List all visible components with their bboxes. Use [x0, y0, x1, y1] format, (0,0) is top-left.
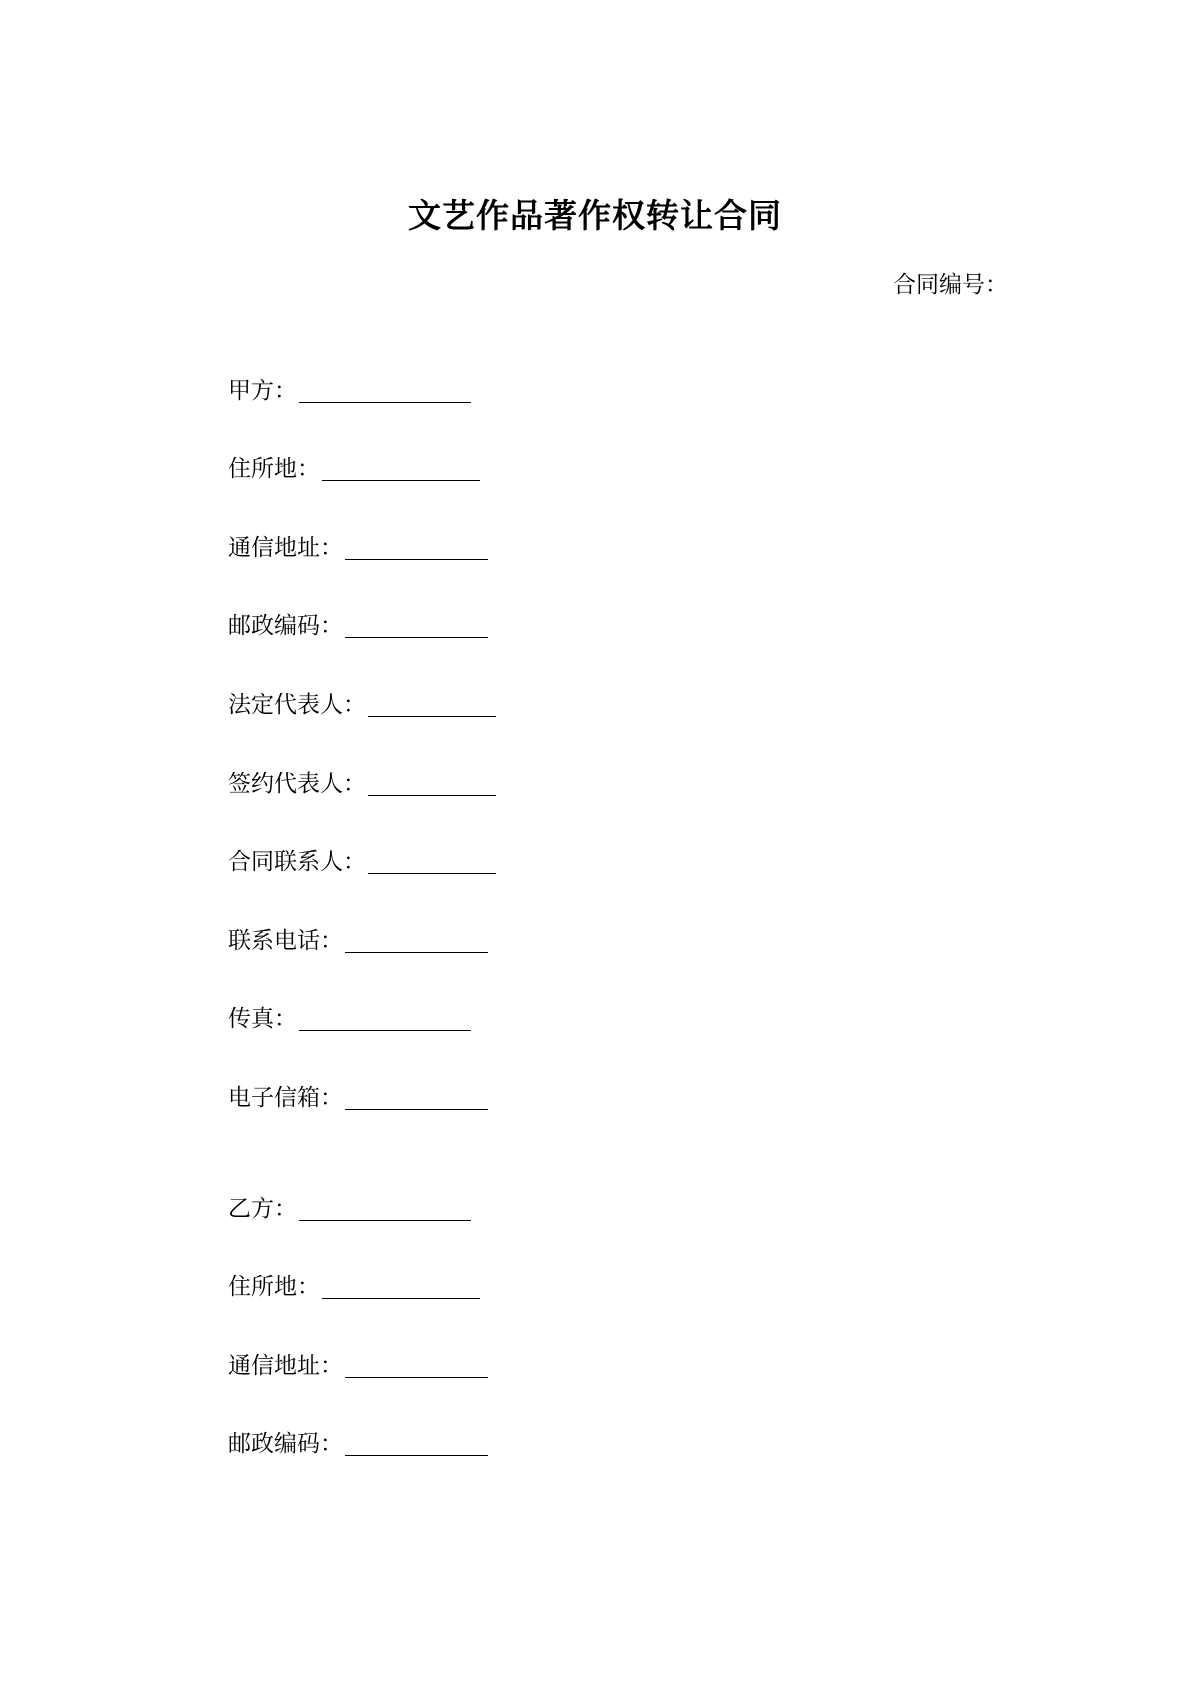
fill-in-blank[interactable]: [368, 768, 496, 796]
field-label: 邮政编码：: [228, 613, 343, 639]
fill-in-blank[interactable]: [299, 1193, 471, 1221]
party-a-field: [228, 375, 471, 407]
fill-in-blank[interactable]: [299, 1003, 471, 1031]
fill-in-blank[interactable]: [345, 1428, 488, 1456]
party-a-contact-person-field: [228, 846, 496, 878]
fill-in-blank[interactable]: [345, 925, 488, 953]
field-label: 通信地址：: [228, 1353, 343, 1379]
field-label: 通信地址：: [228, 535, 343, 561]
field-label: 邮政编码：: [228, 1431, 343, 1457]
field-label: 甲方：: [228, 378, 297, 404]
field-label: 传真：: [228, 1006, 297, 1032]
fill-in-blank[interactable]: [299, 375, 471, 403]
party-b-field: [228, 1193, 471, 1225]
party-a-signing-representative-field: [228, 768, 496, 800]
field-label: 合同联系人：: [228, 849, 366, 875]
fill-in-blank[interactable]: [322, 1271, 480, 1299]
party-a-phone-field: [228, 925, 488, 957]
party-a-email-field: [228, 1082, 488, 1114]
fill-in-blank[interactable]: [368, 689, 496, 717]
contract-title: 文艺作品著作权转让合同: [408, 196, 782, 235]
field-label: 法定代表人：: [228, 692, 366, 718]
fill-in-blank[interactable]: [345, 532, 488, 560]
party-a-legal-representative-field: [228, 689, 496, 721]
field-label: 签约代表人：: [228, 771, 366, 797]
fill-in-blank[interactable]: [345, 1082, 488, 1110]
fill-in-blank[interactable]: [368, 846, 496, 874]
party-a-postal-code-field: [228, 610, 488, 642]
field-label: 联系电话：: [228, 928, 343, 954]
party-b-mailing-address-field: [228, 1350, 488, 1382]
party-b-postal-code-field: [228, 1428, 488, 1460]
party-a-mailing-address-field: [228, 532, 488, 564]
field-label: 住所地：: [228, 456, 320, 482]
contract-number-label: 合同编号：: [893, 272, 1008, 298]
fill-in-blank[interactable]: [345, 1350, 488, 1378]
field-label: 住所地：: [228, 1274, 320, 1300]
field-label: 乙方：: [228, 1196, 297, 1222]
party-a-address-field: [228, 453, 480, 485]
party-a-fax-field: [228, 1003, 471, 1035]
fill-in-blank[interactable]: [322, 453, 480, 481]
party-b-address-field: [228, 1271, 480, 1303]
field-label: 电子信箱：: [228, 1085, 343, 1111]
fill-in-blank[interactable]: [345, 610, 488, 638]
